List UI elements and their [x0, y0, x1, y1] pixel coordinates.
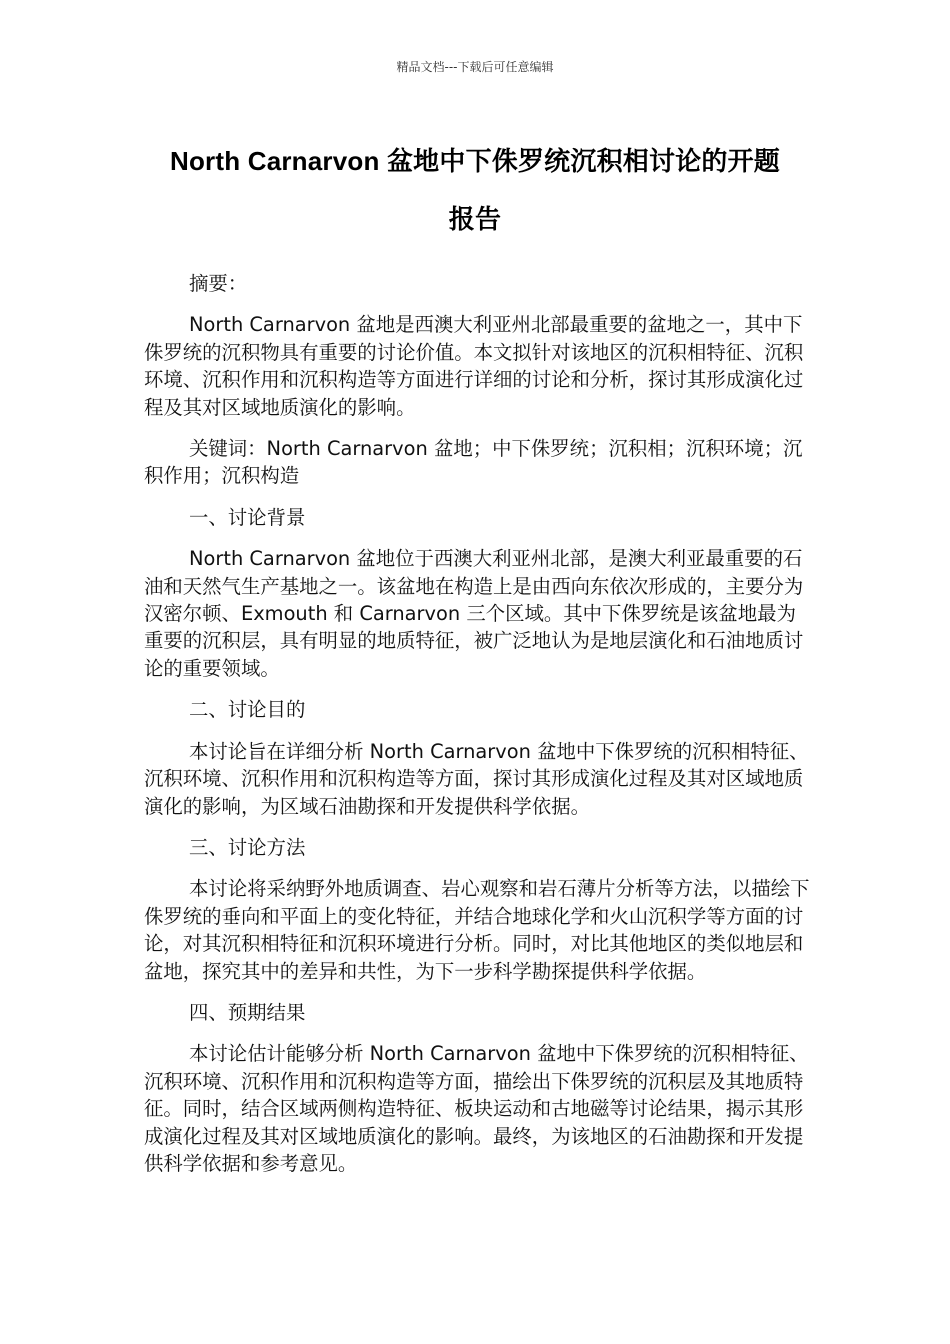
- document-title-line-1: North Carnarvon 盆地中下侏罗统沉积相讨论的开题: [169, 146, 780, 176]
- abstract-label: 摘要：: [189, 272, 248, 295]
- section-heading-background: 一、讨论背景: [189, 505, 306, 529]
- document-body: [144, 270, 812, 1191]
- section-paragraph-purpose: 本讨论旨在详细分析 North Carnarvon 盆地中下侏罗统的沉积相特征、沉积环境、沉积作用和沉积构造等方面，探讨其形成演化过程及其对区域地质演化的影响，为区域石油勘探和开发提供科学依据。: [144, 739, 809, 818]
- keywords-paragraph: 关键词：North Carnarvon 盆地；中下侏罗统；沉积相；沉积环境；沉积作用；沉积构造: [144, 437, 803, 488]
- section-heading-expected-results: 四、预期结果: [189, 1000, 306, 1024]
- section-heading-purpose: 二、讨论目的: [189, 698, 306, 722]
- section-paragraph-expected-results: 本讨论估计能够分析 North Carnarvon 盆地中下侏罗统的沉积相特征、沉积环境、沉积作用和沉积构造等方面，描绘出下侏罗统的沉积层及其地质特征。同时，结合区域两侧构造特征、板块运动和古地磁等讨论结果，揭示其形成演化过程及其对区域地质演化的影响。最终，为该地区的石油勘探和开发提供科学依据和参考意见。: [144, 1042, 809, 1175]
- section-paragraph-methods: 本讨论将采纳野外地质调查、岩心观察和岩石薄片分析等方法，以描绘下侏罗统的垂向和平面上的变化特征，并结合地球化学和火山沉积学等方面的讨论，对其沉积相特征和沉积环境进行分析。同时，对比其他地区的类似地层和盆地，探究其中的差异和共性，为下一步科学勘探提供科学依据。: [144, 877, 810, 983]
- section-heading-methods: 三、讨论方法: [189, 835, 306, 859]
- document-title-line-2: 报告: [448, 204, 502, 234]
- page-header-note: 精品文档---下载后可任意编辑: [396, 60, 554, 74]
- section-paragraph-background: North Carnarvon 盆地位于西澳大利亚州北部，是澳大利亚最重要的石油和天然气生产基地之一。该盆地在构造上是由西向东依次形成的，主要分为汉密尔顿、Exmouth 和 Carnarvon 三个区域。其中下侏罗统是该盆地最为重要的沉积层，具有明显的地质特征，被广泛地认为是地层演化和石油地质讨论的重要领域。: [144, 547, 804, 680]
- document-title: [140, 132, 810, 248]
- abstract-paragraph: North Carnarvon 盆地是西澳大利亚州北部最重要的盆地之一，其中下侏罗统的沉积物具有重要的讨论价值。本文拟针对该地区的沉积相特征、沉积环境、沉积作用和沉积构造等方面进行详细的讨论和分析，探讨其形成演化过程及其对区域地质演化的影响。: [144, 313, 804, 419]
